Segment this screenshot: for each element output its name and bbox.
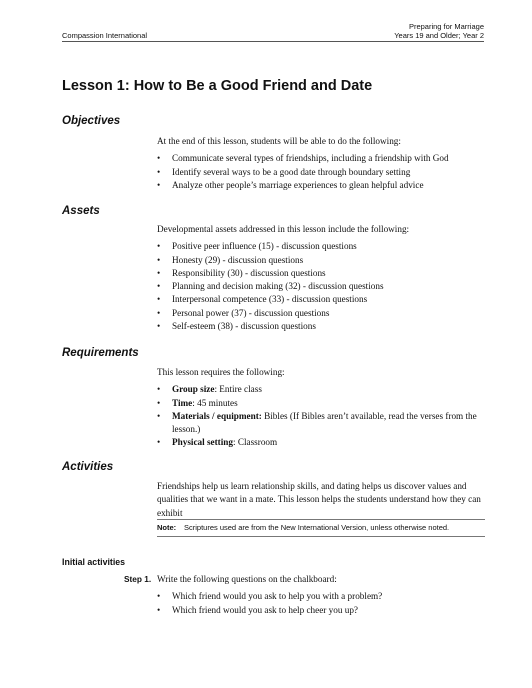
activities-intro: Friendships help us learn relationship skills, and dating helps us discover values and qualities that we want in a mate. This lesson helps the students understand how they can exhibit bbox=[157, 481, 481, 518]
header-right bbox=[394, 22, 484, 40]
note-box bbox=[157, 519, 485, 537]
step-text: Write the following questions on the chalkboard: bbox=[157, 574, 337, 584]
bullet-icon: • bbox=[157, 410, 161, 421]
assets-body bbox=[157, 223, 485, 333]
header-left: Compassion International bbox=[62, 31, 148, 40]
bullet-icon: • bbox=[157, 321, 161, 332]
bullet-icon: • bbox=[157, 591, 161, 602]
requirements-body bbox=[157, 366, 485, 450]
step-body bbox=[157, 573, 485, 617]
list-item: • Time: 45 minutes bbox=[157, 397, 485, 410]
list-item: • Planning and decision making (32) - discussion questions bbox=[157, 280, 485, 293]
list-item: • Identify several ways to be a good date through boundary setting bbox=[157, 166, 485, 179]
objectives-body bbox=[157, 135, 485, 192]
header-right-line1: Preparing for Marriage bbox=[408, 22, 484, 31]
activities-body bbox=[157, 480, 485, 524]
bullet-icon: • bbox=[157, 179, 161, 190]
assets-intro: Developmental assets addressed in this lesson include the following: bbox=[157, 224, 410, 234]
bullet-icon: • bbox=[157, 166, 161, 177]
header-right-line2: Years 19 and Older; Year 2 bbox=[394, 31, 484, 40]
bullet-icon: • bbox=[157, 307, 161, 318]
assets-list bbox=[157, 240, 485, 333]
requirements-heading: Requirements bbox=[62, 347, 139, 359]
list-item: • Group size: Entire class bbox=[157, 383, 485, 396]
note-label: Note: bbox=[157, 523, 177, 532]
requirements-intro: This lesson requires the following: bbox=[157, 367, 285, 377]
bullet-icon: • bbox=[157, 397, 161, 408]
bullet-icon: • bbox=[157, 384, 161, 395]
list-item: • Physical setting: Classroom bbox=[157, 436, 485, 449]
list-item: • Materials / equipment: Bibles (If Bibles aren’t available, read the verses from the lesson.) bbox=[157, 410, 477, 435]
objectives-list bbox=[157, 152, 485, 192]
step-list bbox=[157, 590, 485, 617]
list-item: • Which friend would you ask to help cheer you up? bbox=[157, 604, 485, 617]
list-item: • Responsibility (30) - discussion questions bbox=[157, 267, 485, 280]
initial-activities-heading: Initial activities bbox=[62, 557, 126, 567]
bullet-icon: • bbox=[157, 294, 161, 305]
list-item: • Self-esteem (38) - discussion questions bbox=[157, 320, 485, 333]
list-item: • Positive peer influence (15) - discussion questions bbox=[157, 240, 485, 253]
header-rule bbox=[62, 41, 484, 42]
bullet-icon: • bbox=[157, 267, 161, 278]
bullet-icon: • bbox=[157, 241, 161, 252]
list-item: • Honesty (29) - discussion questions bbox=[157, 254, 485, 267]
list-item: • Personal power (37) - discussion questions bbox=[157, 307, 485, 320]
step-label: Step 1. bbox=[124, 574, 152, 584]
activities-heading: Activities bbox=[62, 461, 114, 473]
requirements-list bbox=[157, 383, 485, 449]
bullet-icon: • bbox=[157, 281, 161, 292]
list-item: • Analyze other people’s marriage experiences to glean helpful advice bbox=[157, 179, 485, 192]
objectives-heading: Objectives bbox=[62, 115, 121, 127]
bullet-icon: • bbox=[157, 254, 161, 265]
bullet-icon: • bbox=[157, 437, 161, 448]
list-item: • Interpersonal competence (33) - discussion questions bbox=[157, 293, 485, 306]
bullet-icon: • bbox=[157, 153, 161, 164]
objectives-intro: At the end of this lesson, students will be able to do the following: bbox=[157, 136, 401, 146]
assets-heading: Assets bbox=[62, 205, 100, 217]
lesson-title: Lesson 1: How to Be a Good Friend and Date bbox=[62, 78, 373, 94]
list-item: • Which friend would you ask to help you with a problem? bbox=[157, 590, 485, 603]
note-text: Scriptures used are from the New International Version, unless otherwise noted. bbox=[184, 523, 450, 532]
bullet-icon: • bbox=[157, 604, 161, 615]
list-item: • Communicate several types of friendships, including a friendship with God bbox=[157, 152, 485, 165]
